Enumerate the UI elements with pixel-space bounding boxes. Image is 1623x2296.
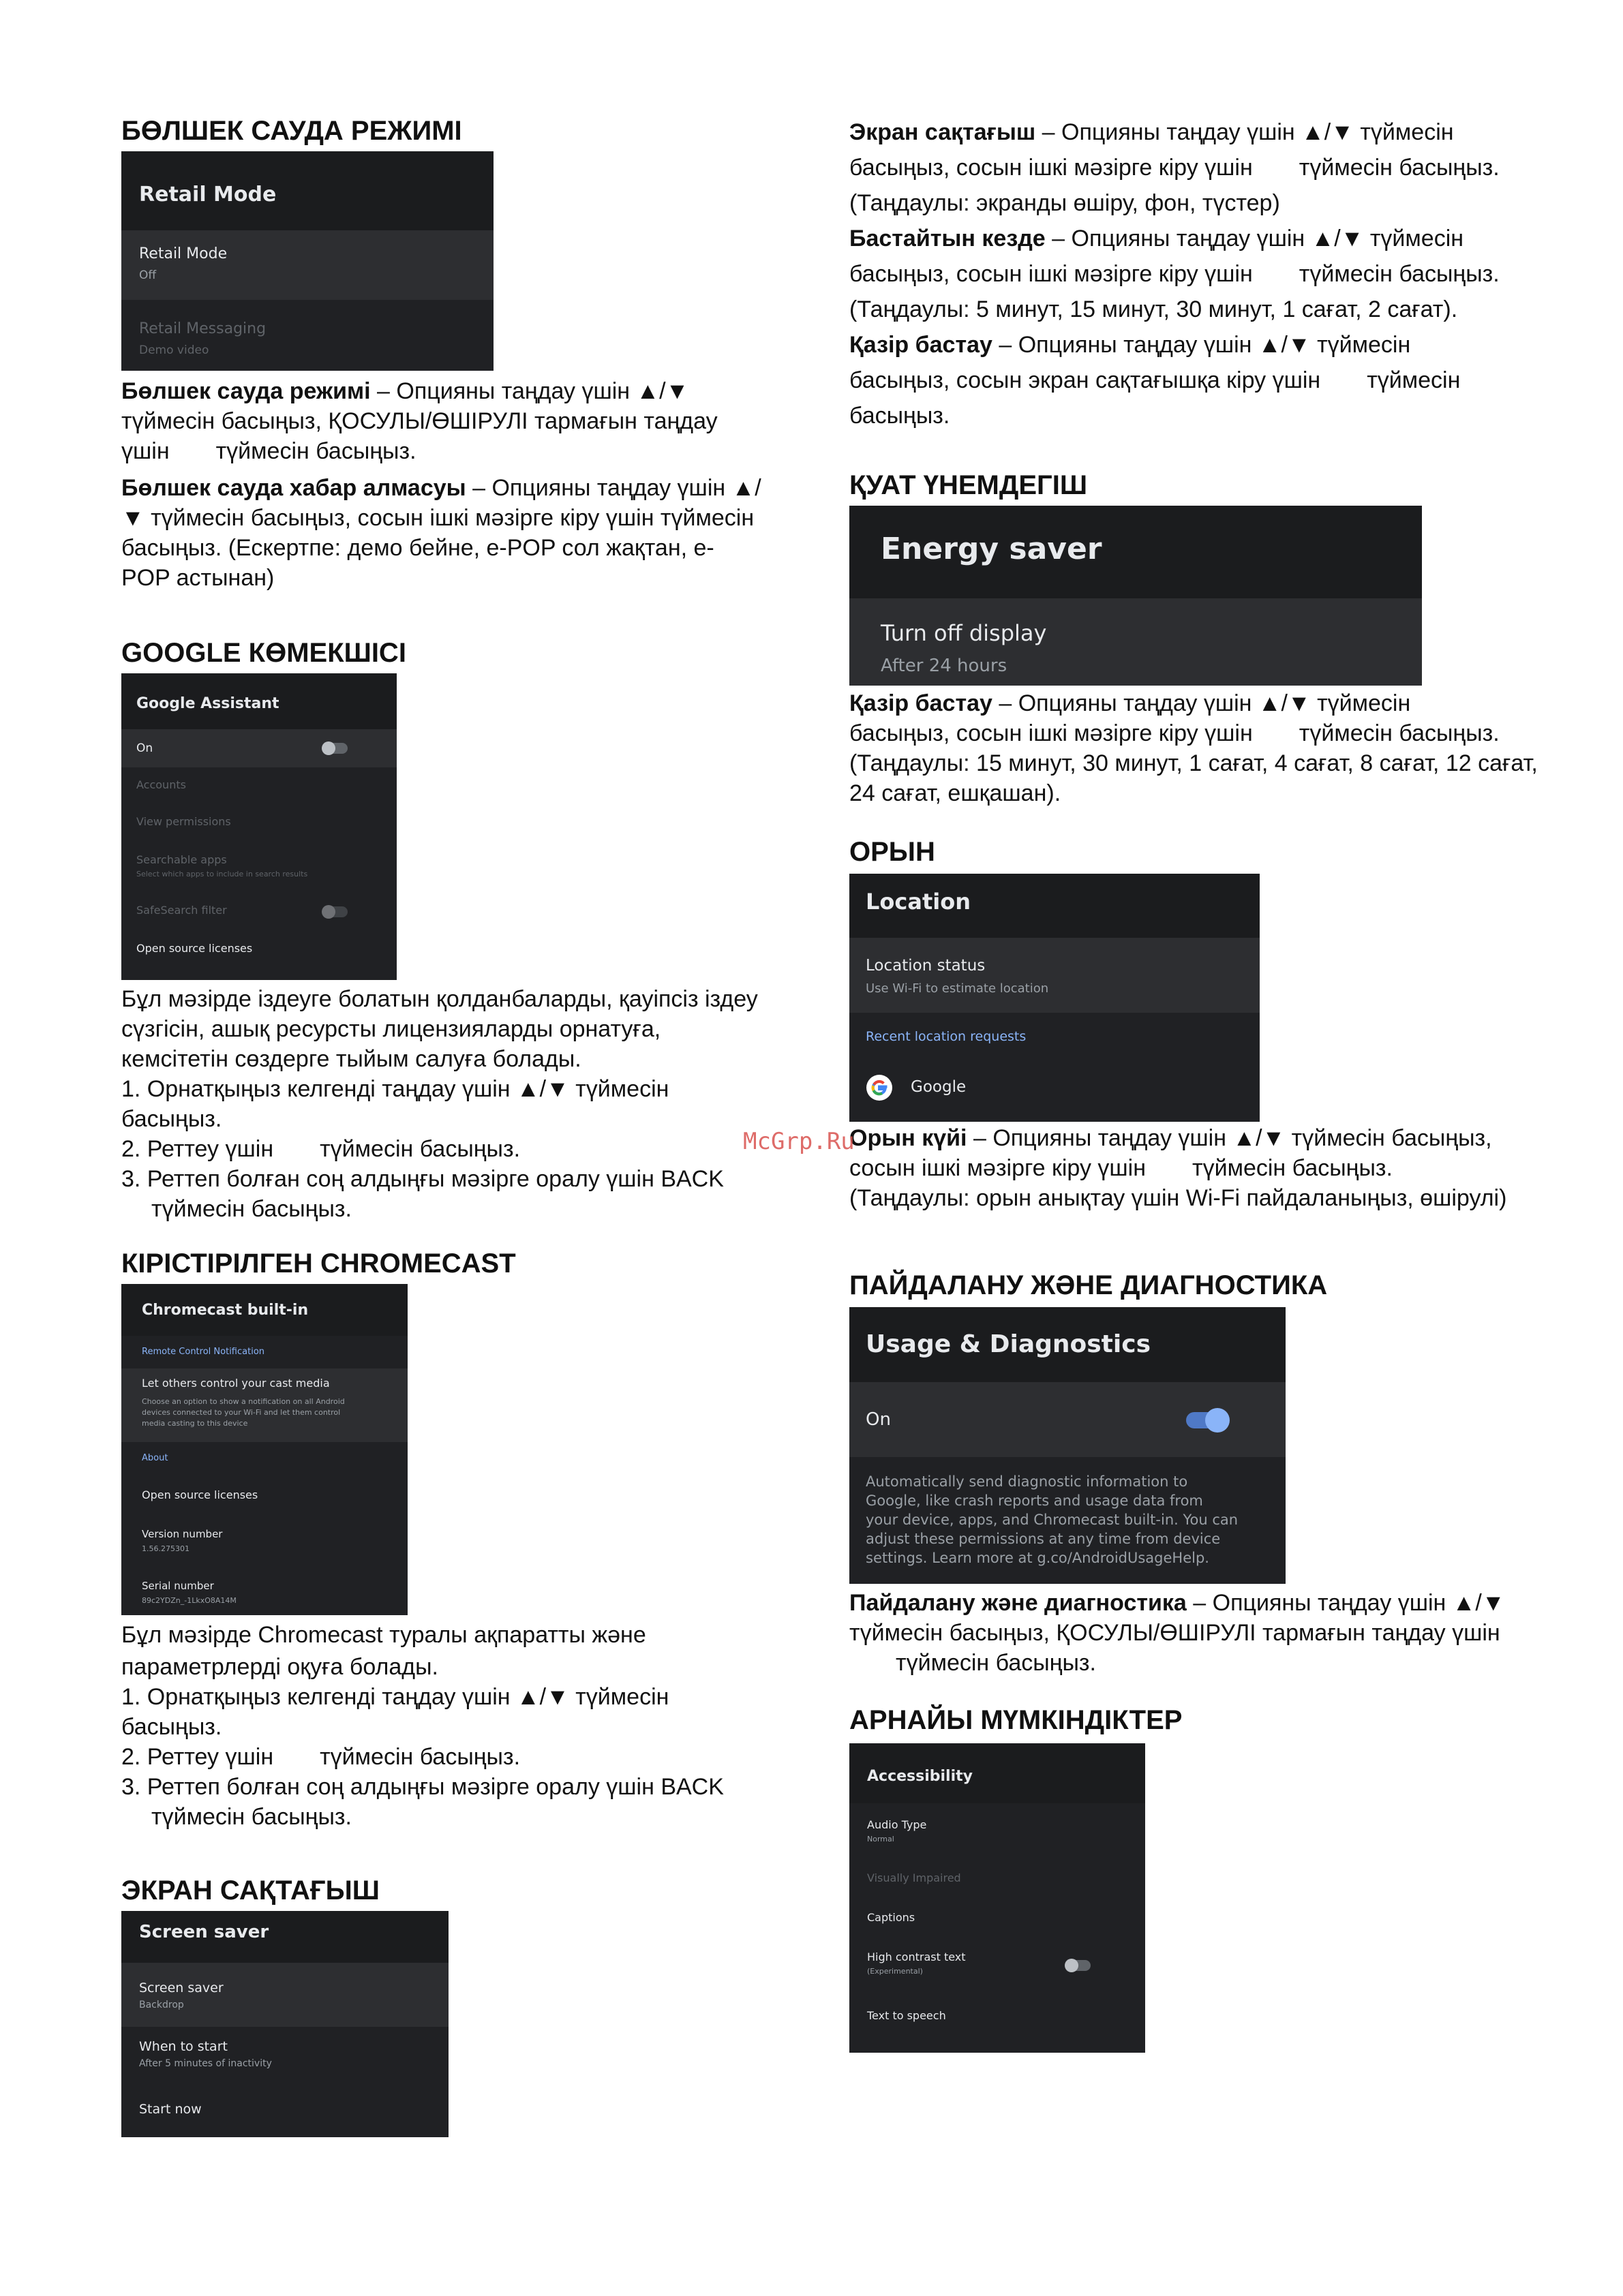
text: 3. Реттеп болған соң алдыңғы мәзірге оралу үшін BACK bbox=[121, 1774, 724, 1800]
term: Бөлшек сауда хабар алмасуы bbox=[121, 475, 466, 501]
when-to-start-label[interactable]: When to start bbox=[139, 2039, 228, 2054]
panel-header bbox=[849, 506, 1422, 598]
term: Экран сақтағыш bbox=[849, 119, 1036, 145]
text: 2. Реттеу үшін bbox=[121, 1744, 274, 1770]
description-line: settings. Learn more at g.co/AndroidUsageHelp. bbox=[866, 1550, 1209, 1566]
text: түймесін bbox=[1367, 367, 1461, 393]
panel-title: Location bbox=[866, 889, 971, 915]
panel-header bbox=[849, 874, 1260, 938]
row-label: Location status bbox=[866, 957, 986, 975]
panel-title: Energy saver bbox=[881, 532, 1102, 566]
screensaver-heading: ЭКРАН САҚТАҒЫШ bbox=[121, 1876, 380, 1905]
row-label: Retail Mode bbox=[139, 245, 228, 262]
row-value: Use Wi-Fi to estimate location bbox=[866, 981, 1049, 996]
description-line: Automatically send diagnostic information to bbox=[866, 1473, 1188, 1490]
text: түймесін басыңыз. bbox=[1192, 1155, 1393, 1181]
text: басыңыз, сосын ішкі мәзірге кіру үшін bbox=[849, 261, 1253, 287]
panel-header bbox=[849, 1743, 1145, 1803]
text: басыңыз, сосын ішкі мәзірге кіру үшін bbox=[849, 155, 1253, 181]
location-status-row[interactable] bbox=[849, 938, 1260, 1013]
term: Бөлшек сауда режимі bbox=[121, 378, 371, 404]
panel-title: Accessibility bbox=[867, 1768, 973, 1785]
row-label: On bbox=[136, 741, 153, 755]
text: – Опцияны таңдау үшін ▲/▼ түймесін басыңыз, ҚОСУЛЫ/ӨШІРУЛІ тармағын таңдау үшін bbox=[121, 378, 718, 464]
text: – Опцияны таңдау үшін ▲/▼ түймесін bbox=[992, 332, 1411, 358]
screen-saver-panel bbox=[121, 1911, 449, 2137]
section-label: About bbox=[142, 1453, 168, 1463]
google-g-icon bbox=[866, 1074, 893, 1101]
usage-toggle[interactable] bbox=[1186, 1412, 1224, 1428]
panel-title: Usage & Diagnostics bbox=[866, 1330, 1151, 1358]
google-assistant-panel bbox=[121, 673, 397, 980]
text: түймесін басыңыз. bbox=[896, 1650, 1096, 1676]
text: (Таңдаулы: 15 минут, 30 минут, 1 сағат, 4 сағат, 8 сағат, 12 сағат, 24 сағат, ешқашан). bbox=[849, 750, 1538, 806]
turn-off-display-row[interactable] bbox=[849, 598, 1422, 686]
panel-title: Google Assistant bbox=[136, 695, 279, 712]
retail-messaging-row[interactable] bbox=[121, 300, 494, 371]
text: 1. Орнатқыңыз келгенді таңдау үшін ▲/▼ түймесін басыңыз. bbox=[121, 1684, 669, 1740]
text: 3. Реттеп болған соң алдыңғы мәзірге оралу үшін BACK bbox=[121, 1166, 724, 1192]
text: сосын ішкі мәзірге кіру үшін bbox=[849, 1155, 1147, 1181]
retail-description bbox=[121, 376, 762, 593]
version-value: 1.56.275301 bbox=[142, 1544, 189, 1553]
usage-on-row[interactable] bbox=[849, 1382, 1286, 1457]
text: түймесін басыңыз. bbox=[151, 1196, 352, 1222]
safesearch-item[interactable]: SafeSearch filter bbox=[136, 904, 227, 917]
assistant-description bbox=[121, 984, 762, 1224]
section-label: Remote Control Notification bbox=[142, 1347, 265, 1357]
term: Пайдалану және диагностика bbox=[849, 1590, 1187, 1616]
screen-saver-row[interactable] bbox=[121, 1963, 449, 2027]
row-label: Retail Messaging bbox=[139, 320, 267, 337]
panel-title: Screen saver bbox=[139, 1922, 269, 1942]
text: түймесін басыңыз. bbox=[320, 1744, 521, 1770]
location-heading: ОРЫН bbox=[849, 837, 935, 867]
energy-heading: ҚУАТ ҮНЕМДЕГІШ bbox=[849, 470, 1088, 500]
text: – Опцияны таңдау үшін ▲/▼ түймесін басыңыз, сосын ішкі мәзірге кіру үшін түймесін басыңыз. (Ескертпе: демо бейне, e-POP сол жақтан, e-POP астынан) bbox=[121, 475, 761, 591]
searchable-apps-subtitle: Select which apps to include in search results bbox=[136, 870, 308, 878]
text: (Таңдаулы: 5 минут, 15 минут, 30 минут, 1 сағат, 2 сағат). bbox=[849, 296, 1458, 322]
panel-header bbox=[121, 673, 397, 729]
text: – Опцияны таңдау үшін ▲/▼ түймесін bbox=[1045, 226, 1464, 251]
text: басыңыз. bbox=[849, 403, 950, 429]
term: Қазір бастау bbox=[849, 332, 992, 358]
audio-type-value: Normal bbox=[867, 1835, 894, 1843]
text: – Опцияны таңдау үшін ▲/▼ түймесін bbox=[992, 690, 1411, 716]
panel-header bbox=[121, 1284, 408, 1336]
location-panel bbox=[849, 874, 1260, 1122]
open-source-licenses-item[interactable]: Open source licenses bbox=[142, 1488, 258, 1501]
text: басыңыз, сосын экран сақтағышқа кіру үшін bbox=[849, 367, 1321, 393]
captions-item[interactable]: Captions bbox=[867, 1911, 915, 1924]
text: Бұл мәзірде Chromecast туралы ақпаратты және bbox=[121, 1622, 646, 1648]
row-value: Backdrop bbox=[139, 2000, 184, 2010]
serial-value: 89c2YDZn_-1LkxO8A14M bbox=[142, 1596, 237, 1605]
term: Қазір бастау bbox=[849, 690, 992, 716]
term: Орын күйі bbox=[849, 1125, 967, 1151]
row-desc: devices connected to your Wi-Fi and let them control bbox=[142, 1408, 341, 1417]
text-to-speech-item[interactable]: Text to speech bbox=[867, 2009, 946, 2022]
row-value: Demo video bbox=[139, 343, 209, 357]
text: – Опцияны таңдау үшін ▲/▼ түймесін басыңыз, bbox=[967, 1125, 1492, 1151]
usage-diagnostics-panel bbox=[849, 1307, 1286, 1584]
audio-type-label[interactable]: Audio Type bbox=[867, 1818, 927, 1831]
chromecast-description bbox=[121, 1618, 762, 1832]
high-contrast-toggle[interactable] bbox=[1066, 1960, 1091, 1971]
serial-label: Serial number bbox=[142, 1580, 214, 1592]
searchable-apps-item[interactable]: Searchable apps bbox=[136, 853, 227, 866]
text: (Таңдаулы: орын анықтау үшін Wi-Fi пайдаланыңыз, өшірулі) bbox=[849, 1185, 1507, 1211]
description-line: your device, apps, and Chromecast built-in. You can bbox=[866, 1512, 1239, 1528]
panel-title: Chromecast built-in bbox=[142, 1302, 309, 1319]
assistant-toggle[interactable] bbox=[323, 743, 348, 754]
description-line: adjust these permissions at any time from device bbox=[866, 1531, 1221, 1547]
screensaver-description bbox=[849, 114, 1545, 433]
visually-impaired-item[interactable]: Visually Impaired bbox=[867, 1871, 961, 1884]
start-now-item[interactable]: Start now bbox=[139, 2102, 202, 2117]
energy-saver-panel bbox=[849, 506, 1422, 686]
usage-heading: ПАЙДАЛАНУ ЖӘНЕ ДИАГНОСТИКА bbox=[849, 1270, 1328, 1300]
accessibility-heading: АРНАЙЫ МҮМКІНДІКТЕР bbox=[849, 1705, 1183, 1735]
text: – Опцияны таңдау үшін ▲/▼ түймесін басыңыз, ҚОСУЛЫ/ӨШІРУЛІ тармағын таңдау үшін bbox=[849, 1590, 1505, 1646]
row-desc: media casting to this device bbox=[142, 1419, 248, 1428]
panel-header bbox=[121, 151, 494, 230]
row-desc: Choose an option to show a notification on all Android bbox=[142, 1397, 345, 1406]
retail-heading: БӨЛШЕК САУДА РЕЖИМІ bbox=[121, 116, 462, 146]
recent-requests-label: Recent location requests bbox=[866, 1029, 1027, 1044]
high-contrast-value: (Experimental) bbox=[867, 1967, 923, 1976]
retail-mode-panel bbox=[121, 151, 494, 371]
panel-header bbox=[121, 1911, 449, 1963]
chromecast-panel bbox=[121, 1284, 408, 1615]
watermark: McGrp.Ru bbox=[743, 1128, 855, 1155]
version-label: Version number bbox=[142, 1528, 223, 1540]
permissions-item[interactable]: View permissions bbox=[136, 815, 231, 828]
panel-title: Retail Mode bbox=[139, 183, 277, 206]
usage-description bbox=[849, 1588, 1531, 1678]
row-value: Off bbox=[139, 269, 157, 282]
text: түймесін басыңыз. bbox=[1299, 155, 1500, 181]
assistant-heading: GOOGLE КӨМЕКШІСІ bbox=[121, 638, 406, 668]
energy-description bbox=[849, 688, 1545, 808]
row-value: After 24 hours bbox=[881, 656, 1007, 676]
chromecast-heading: КІРІСТІРІЛГЕН CHROMECAST bbox=[121, 1249, 516, 1279]
row-label: On bbox=[866, 1409, 891, 1430]
text: Бұл мәзірде іздеуге болатын қолданбаларды, қауіпсіз іздеу сүзгісін, ашық ресурсты лицензияларды орнатуға, кемсітетін сөздерге тыйым салуға болады. bbox=[121, 986, 758, 1072]
text: түймесін басыңыз. bbox=[1299, 261, 1500, 287]
text: басыңыз, сосын ішкі мәзірге кіру үшін bbox=[849, 720, 1253, 746]
term: Бастайтын кезде bbox=[849, 226, 1046, 251]
assistant-on-row[interactable] bbox=[121, 729, 397, 767]
row-label: Google bbox=[911, 1078, 967, 1096]
accessibility-panel bbox=[849, 1743, 1145, 2053]
description-line: Google, like crash reports and usage data from bbox=[866, 1493, 1203, 1509]
text: 1. Орнатқыңыз келгенді таңдау үшін ▲/▼ түймесін басыңыз. bbox=[121, 1076, 669, 1132]
retail-mode-row[interactable] bbox=[121, 230, 494, 300]
location-description bbox=[849, 1123, 1558, 1213]
accounts-item[interactable]: Accounts bbox=[136, 778, 186, 791]
text: параметрлерді оқуға болады. bbox=[121, 1654, 438, 1680]
text: (Таңдаулы: экранды өшіру, фон, түстер) bbox=[849, 190, 1280, 216]
text: түймесін басыңыз. bbox=[320, 1136, 521, 1162]
safesearch-toggle[interactable] bbox=[323, 906, 348, 917]
open-source-licenses-item[interactable]: Open source licenses bbox=[136, 942, 253, 955]
text: түймесін басыңыз. bbox=[1299, 720, 1500, 746]
when-to-start-value: After 5 minutes of inactivity bbox=[139, 2058, 272, 2069]
high-contrast-label[interactable]: High contrast text bbox=[867, 1950, 966, 1963]
cast-control-row[interactable] bbox=[121, 1368, 408, 1442]
text: – Опцияны таңдау үшін ▲/▼ түймесін bbox=[1035, 119, 1454, 145]
row-label: Screen saver bbox=[139, 1980, 224, 1995]
google-request-row[interactable] bbox=[849, 1065, 1260, 1112]
row-label: Turn off display bbox=[881, 620, 1047, 646]
text: түймесін басыңыз. bbox=[151, 1804, 352, 1830]
panel-header bbox=[849, 1307, 1286, 1382]
row-label: Let others control your cast media bbox=[142, 1377, 330, 1390]
text: 2. Реттеу үшін bbox=[121, 1136, 274, 1162]
text: түймесін басыңыз. bbox=[215, 438, 416, 464]
